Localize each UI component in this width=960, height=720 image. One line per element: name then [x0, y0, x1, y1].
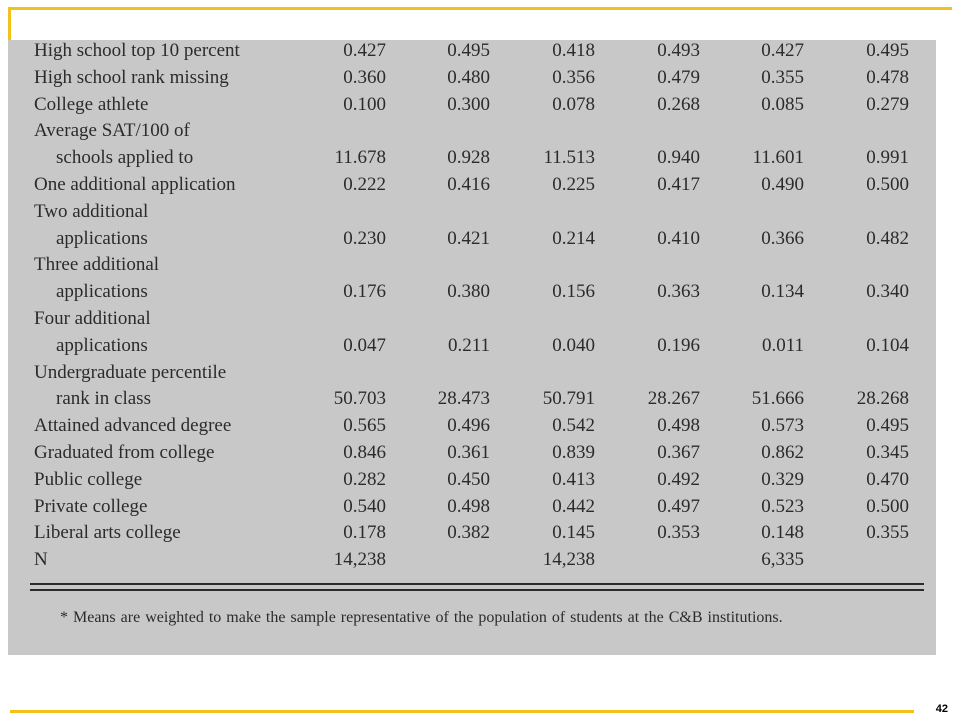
table-cell: 0.222: [343, 174, 386, 195]
table-cell: 0.523: [761, 495, 804, 517]
table-cell: 0.940: [657, 147, 700, 169]
table-cell: 0.482: [866, 227, 909, 249]
table-cell: 0.410: [657, 227, 700, 249]
table-row: [8, 360, 936, 386]
table-cell: 0.573: [761, 415, 804, 437]
table-cell: 28.267: [647, 388, 700, 410]
table-cell: 0.361: [447, 442, 490, 463]
table-cell: 0.367: [657, 442, 700, 463]
table-row: [8, 520, 936, 546]
table-row: [8, 226, 936, 252]
table-cell: 0.498: [657, 415, 700, 437]
table-cell: 28.268: [856, 388, 909, 410]
row-label: One additional application: [34, 174, 236, 195]
table-cell: 0.991: [866, 147, 909, 169]
table-cell: 0.839: [552, 442, 595, 463]
table-cell: 11.513: [543, 147, 595, 169]
row-label: applications: [56, 281, 148, 303]
table-cell: 11.601: [752, 147, 804, 169]
table-row: [8, 118, 936, 144]
table-row: [8, 40, 936, 64]
table-row: [8, 467, 936, 493]
table-cell: 0.214: [552, 227, 595, 249]
table-cell: 0.047: [343, 334, 386, 356]
table-cell: 0.542: [552, 415, 595, 437]
table-cell: 0.176: [343, 281, 386, 303]
table-cell: 0.479: [657, 66, 700, 88]
table-cell: 0.862: [761, 442, 804, 463]
table-row: [8, 145, 936, 171]
table-cell: 0.134: [761, 281, 804, 303]
row-label: Undergraduate percentile: [34, 361, 227, 383]
table-cell: 0.104: [866, 334, 909, 356]
table-cell: 0.356: [552, 66, 595, 88]
table-cell: 0.156: [552, 281, 595, 303]
table-cell: 0.366: [761, 227, 804, 249]
table-cell: 0.178: [343, 522, 386, 544]
row-label: Average SAT/100 of: [34, 120, 190, 142]
table-cell: 0.148: [761, 522, 804, 544]
table-cell: 0.078: [552, 93, 595, 115]
table-row: [8, 65, 936, 91]
row-label: Four additional: [34, 308, 151, 329]
table-cell: 0.011: [761, 334, 804, 356]
table-cell: 0.363: [657, 281, 700, 303]
table-cell: 0.540: [343, 495, 386, 517]
table-cell: 0.211: [447, 334, 490, 356]
table-cell: 0.500: [866, 495, 909, 517]
table-cell: 0.498: [447, 495, 490, 517]
table-cell: 0.442: [552, 495, 595, 517]
row-label: Graduated from college: [34, 442, 215, 463]
table-cell: 0.225: [552, 174, 595, 195]
table-cell: 0.427: [343, 40, 386, 61]
table-cell: 0.380: [447, 281, 490, 303]
row-label: Public college: [34, 468, 143, 490]
table-cell: 0.268: [657, 93, 700, 115]
table-cell: 0.421: [447, 227, 490, 249]
table-cell: 51.666: [751, 388, 804, 410]
table-cell: 0.355: [761, 66, 804, 88]
table-cell: 0.495: [447, 40, 490, 61]
table-cell: 0.470: [866, 468, 909, 490]
row-label: Private college: [34, 495, 148, 517]
table-row: [8, 494, 936, 520]
page-number: 42: [935, 703, 948, 715]
table-row: [8, 413, 936, 439]
row-label: applications: [56, 227, 148, 249]
table-cell: 0.345: [866, 442, 909, 463]
row-label: Liberal arts college: [34, 522, 181, 544]
table-row: [8, 92, 936, 118]
table-cell: 0.492: [657, 468, 700, 490]
row-label: High school rank missing: [34, 66, 229, 88]
table-cell: 0.416: [447, 174, 490, 195]
table-cell: 0.496: [447, 415, 490, 437]
table-cell: 0.085: [761, 93, 804, 115]
table-row: [8, 252, 936, 278]
table-footnote: * Means are weighted to make the sample representative of the population of students at the C&B institutions.: [60, 609, 783, 626]
table-cell: 0.478: [866, 66, 909, 88]
table-row: [8, 386, 936, 412]
bottom-accent-rule: [10, 710, 914, 713]
table-cell: 6,335: [761, 549, 804, 571]
table-cell: 0.846: [343, 442, 386, 463]
table-cell: 0.300: [447, 93, 490, 115]
table-bottom-rule: [30, 583, 924, 585]
table-row: [8, 279, 936, 305]
table-cell: 0.417: [657, 174, 700, 195]
table-cell: 0.040: [552, 334, 595, 356]
row-label: N: [34, 549, 48, 571]
table-cell: 14,238: [333, 549, 386, 571]
table-cell: 0.355: [866, 522, 909, 544]
table-cell: 11.678: [334, 147, 386, 169]
table-cell: 0.145: [552, 522, 595, 544]
table-cell: 0.493: [657, 40, 700, 61]
table-cell: 0.427: [761, 40, 804, 61]
table-row: [8, 547, 936, 573]
row-label: rank in class: [56, 388, 151, 410]
row-label: High school top 10 percent: [34, 40, 240, 61]
row-label: applications: [56, 334, 148, 356]
table-cell: 0.340: [866, 281, 909, 303]
table-cell: 0.418: [552, 40, 595, 61]
table-cell: 0.282: [343, 468, 386, 490]
table-cell: 0.100: [343, 93, 386, 115]
table-cell: 0.360: [343, 66, 386, 88]
table-cell: 0.480: [447, 66, 490, 88]
table-cell: 0.928: [447, 147, 490, 169]
table-cell: 28.473: [437, 388, 490, 410]
table-cell: 0.353: [657, 522, 700, 544]
table-cell: 0.565: [343, 415, 386, 437]
row-label: College athlete: [34, 93, 149, 115]
table-cell: 0.450: [447, 468, 490, 490]
scanned-table-image: [8, 40, 936, 655]
table-cell: 0.495: [866, 40, 909, 61]
table-cell: 50.791: [542, 388, 595, 410]
table-cell: 0.230: [343, 227, 386, 249]
table-cell: 0.413: [552, 468, 595, 490]
table-row: [8, 333, 936, 359]
table-cell: 0.196: [657, 334, 700, 356]
top-accent-rule: [8, 7, 952, 10]
row-label: schools applied to: [56, 147, 194, 169]
table-cell: 14,238: [542, 549, 595, 571]
table-row: [8, 199, 936, 225]
table-cell: 50.703: [333, 388, 386, 410]
row-label: Three additional: [34, 254, 160, 276]
table-cell: 0.497: [657, 495, 700, 517]
table-row: [8, 172, 936, 198]
table-cell: 0.495: [866, 415, 909, 437]
table-cell: 0.382: [447, 522, 490, 544]
table-cell: 0.279: [866, 93, 909, 115]
table-row: [8, 306, 936, 332]
table-cell: 0.329: [761, 468, 804, 490]
table-bottom-rule: [30, 589, 924, 591]
table-cell: 0.490: [761, 174, 804, 195]
row-label: Attained advanced degree: [34, 415, 232, 437]
table-row: [8, 440, 936, 466]
table-cell: 0.500: [866, 174, 909, 195]
row-label: Two additional: [34, 200, 149, 222]
